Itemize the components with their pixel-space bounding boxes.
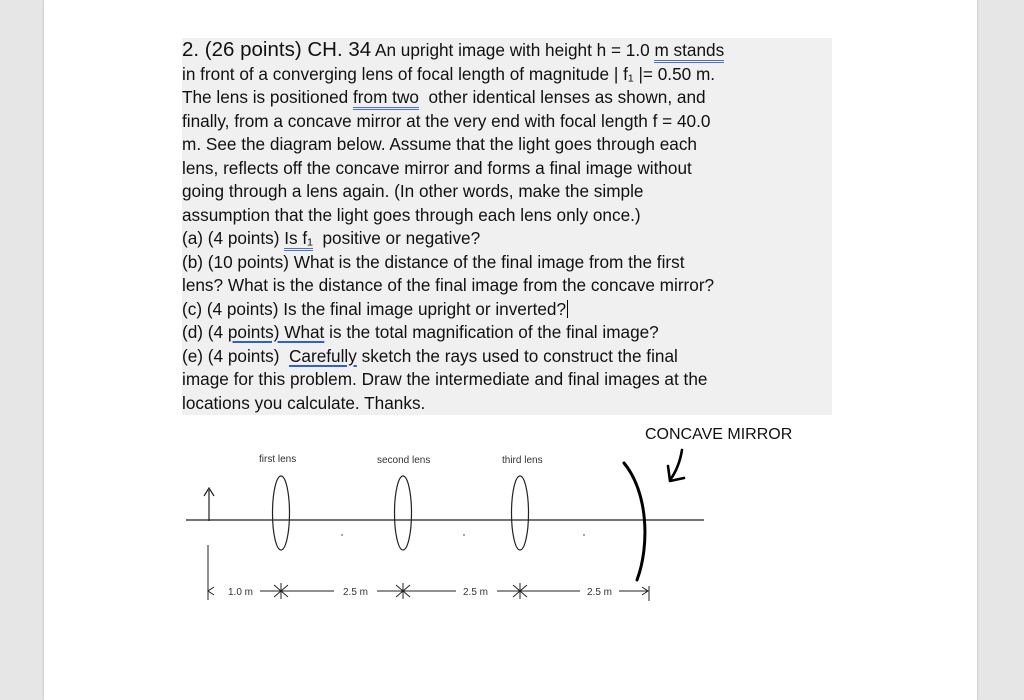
question-line-3: The lens is positioned from two other identical lenses as shown, and [182, 86, 832, 110]
handwritten-arrow [670, 450, 682, 480]
part-e-line-2: image for this problem. Draw the intermediate and final images at the [182, 368, 832, 392]
part-d: (d) (4 points) What is the total magnification of the final image? [182, 321, 832, 345]
second-lens-label: second lens [377, 455, 431, 466]
part-b-line-2: lens? What is the distance of the final image from the concave mirror? [182, 274, 832, 298]
question-heading: 2. (26 points) CH. 34 [182, 38, 372, 61]
question-line-4: finally, from a concave mirror at the very end with focal length f = 40.0 [182, 110, 832, 134]
third-lens-label: third lens [502, 455, 543, 466]
axis-dot [341, 534, 343, 536]
part-c: (c) (4 points) Is the final image upright or inverted? [182, 298, 832, 322]
axis-dot [463, 534, 465, 536]
third-lens [512, 476, 529, 550]
question-line-5: m. See the diagram below. Assume that the light goes through each [182, 133, 832, 157]
question-line-1: 2. (26 points) CH. 34 An upright image with height h = 1.0 m stands [182, 38, 832, 63]
part-e-line-3: locations you calculate. Thanks. [182, 392, 832, 416]
first-lens-label: first lens [259, 454, 297, 465]
first-lens [273, 476, 290, 550]
start-arrowhead [208, 587, 214, 595]
distance-label-2: 2.5 m [343, 587, 369, 598]
part-b-line-1: (b) (10 points) What is the distance of the final image from the first [182, 251, 832, 275]
question-line-6: lens, reflects off the concave mirror and forms a final image without [182, 157, 832, 181]
axis-dot [583, 534, 585, 536]
distance-label-3: 2.5 m [463, 587, 489, 598]
question-line-8: assumption that the light goes through each lens only once.) [182, 204, 832, 228]
concave-mirror [624, 463, 645, 580]
part-a: (a) (4 points) Is f₁ positive or negative? [182, 227, 832, 251]
distance-label-1: 1.0 m [228, 587, 254, 598]
question-line-7: going through a lens again. (In other words, make the simple [182, 180, 832, 204]
second-lens [395, 476, 412, 550]
document-page [44, 0, 977, 700]
distance-label-4: 2.5 m [587, 587, 613, 598]
part-e-line-1: (e) (4 points) Carefully sketch the rays used to construct the final [182, 345, 832, 369]
optics-diagram [44, 0, 977, 700]
question-line-2: in front of a converging lens of focal length of magnitude | f₁ |= 0.50 m. [182, 63, 832, 87]
concave-mirror-label: CONCAVE MIRROR [645, 426, 793, 443]
